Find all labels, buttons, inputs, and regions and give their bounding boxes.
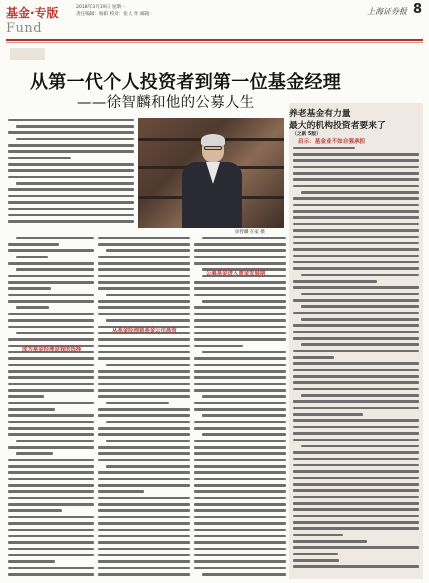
text-line [8,426,94,432]
text-line [293,190,419,196]
text-line [98,521,190,527]
text-line [8,143,134,149]
text-line [293,565,419,571]
text-line [98,350,190,356]
text-line [194,338,286,344]
text-line [194,483,286,489]
text-line [98,502,190,508]
section-subtitle: Fund [6,21,43,36]
text-line [8,541,94,547]
text-line [8,162,134,168]
text-line [98,369,190,375]
section-head-1: 成为基金经理是我的选择 [22,347,82,353]
text-line [98,572,190,578]
header-rule-thin [6,42,423,43]
article-text-column-2 [8,236,94,579]
section-head-2: 从基金经理到基金公司高管 [112,328,177,334]
text-line [293,152,419,158]
text-line [98,318,190,324]
article-text-column-3 [98,236,190,579]
text-line [293,431,419,437]
text-line [8,388,94,394]
text-line [8,338,94,344]
portrait-photo [138,118,284,228]
text-line [98,426,190,432]
text-line [194,445,286,451]
text-line [293,209,419,215]
text-line [293,336,419,342]
text-line [194,426,286,432]
text-line [194,464,286,470]
text-line [293,520,419,526]
text-line [98,388,190,394]
text-line [8,572,94,578]
text-line [194,299,286,305]
text-line [8,181,134,187]
text-line [293,444,419,450]
text-line [293,286,419,292]
text-line [194,331,286,337]
text-line [8,200,134,206]
text-line [98,541,190,547]
text-line [293,248,419,254]
text-line [293,463,419,469]
text-line [194,541,286,547]
sidebar-subhead: 启示：基金业不如自强承担 [298,139,366,145]
text-line [194,388,286,394]
text-line [194,280,286,286]
text-line [8,261,94,267]
text-line [194,560,286,566]
sidebar-title-1: 养老基金有力量 [289,109,351,119]
page-number: 8 [412,2,422,17]
issue-date: 2018年3月19日 星期一 [76,5,126,10]
section-head-3: 公募基金进入黄金发展期 [206,271,266,277]
text-line [194,242,286,248]
text-line [194,318,286,324]
text-line [293,489,419,495]
text-line [8,376,94,382]
text-line [293,451,419,457]
text-line [8,502,94,508]
text-line [98,445,190,451]
text-line [293,482,419,488]
text-line [98,299,190,305]
text-line [98,395,190,401]
text-line [98,376,190,382]
article-headline: 从第一代个人投资者到第一位基金经理 [30,72,342,93]
text-line [194,534,286,540]
text-line [8,331,94,337]
text-line [293,267,419,273]
text-line [98,242,190,248]
photo-caption: 徐智麟 在家 摄 [235,230,265,235]
text-line [8,369,94,375]
text-line [8,299,94,305]
text-line [98,357,190,363]
text-line [293,393,419,399]
text-line [293,171,419,177]
text-line [98,464,190,470]
text-line [8,483,94,489]
sidebar-title-2: 最大的机构投资者要来了 [289,121,386,131]
section-title: 基金·专版 [6,6,59,20]
text-line [293,470,419,476]
text-line [293,508,419,514]
text-line [98,407,190,413]
text-line [8,213,134,219]
text-line [98,338,190,344]
text-line [194,407,286,413]
text-line [194,357,286,363]
text-line [8,357,94,363]
text-line [194,261,286,267]
decorative-block [10,48,45,60]
text-line [8,445,94,451]
text-line [8,534,94,540]
text-line [8,220,134,226]
header-rule [6,39,423,41]
text-line [98,261,190,267]
text-line [98,553,190,559]
text-line [194,502,286,508]
text-line [98,534,190,540]
text-line [293,305,419,311]
text-line [293,317,419,323]
text-line [194,369,286,375]
text-line [293,241,419,247]
text-line [194,553,286,559]
text-line [8,280,94,286]
text-line [194,395,286,401]
text-line [194,376,286,382]
article-text-column-4 [194,236,286,579]
text-line [98,483,190,489]
sidebar-text [293,146,419,576]
page-header [0,0,429,40]
text-line [293,260,419,266]
editor-line: 责任编辑：杨阳 校对：张人 作 邮箱： [76,12,154,17]
text-line [293,501,419,507]
text-line [293,374,419,380]
text-line [8,124,134,130]
newspaper-masthead: 上海证券报 [367,7,407,16]
text-line [98,280,190,286]
text-line [8,318,94,324]
text-line [8,521,94,527]
text-line [293,298,419,304]
sidebar-byline: （之新 5版） [292,132,321,137]
text-line [194,521,286,527]
text-line [194,350,286,356]
article-subheadline: ——徐智麟和他的公募人生 [77,95,255,111]
text-line [293,228,419,234]
text-line [8,553,94,559]
text-line [8,464,94,470]
article-text-column-1 [8,118,134,228]
text-line [194,572,286,578]
text-line [98,560,190,566]
